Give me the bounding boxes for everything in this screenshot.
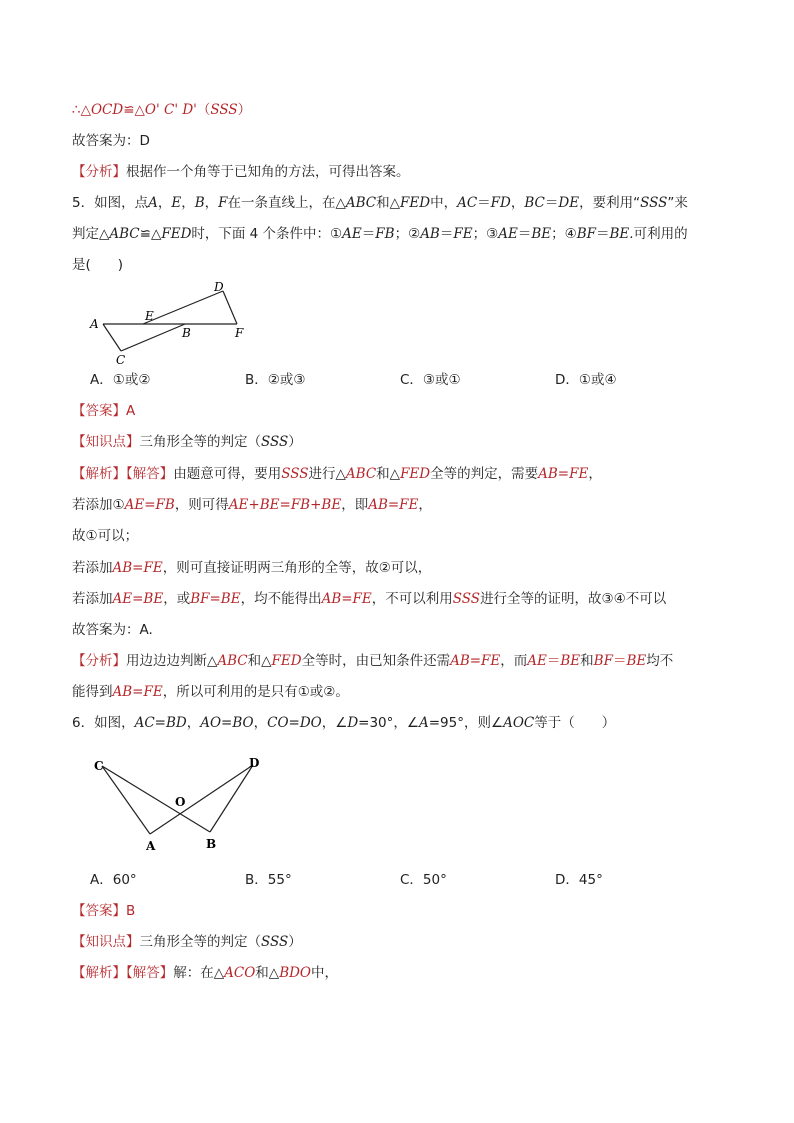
text-run: ＝	[439, 226, 454, 242]
solution-line	[72, 495, 432, 515]
text-run: AE	[342, 226, 362, 242]
text-run: 判定△	[72, 226, 110, 242]
text-run: ＝	[544, 195, 559, 211]
figure-q5	[85, 278, 265, 373]
text-run: AOC	[503, 715, 535, 731]
text-run: ABC	[217, 653, 248, 669]
text-line	[72, 131, 150, 151]
text-run: 在一条直线上，在△	[227, 195, 346, 211]
text-run: AC	[457, 195, 478, 211]
text-run: 和△	[247, 653, 272, 669]
text-run: 全等的判定，需要	[430, 466, 539, 482]
text-run: SSS	[452, 591, 481, 607]
text-run: ，而	[500, 653, 528, 669]
text-run: ＝	[596, 226, 610, 242]
text-run: ，	[418, 497, 432, 513]
analysis-line	[72, 651, 673, 671]
text-run: ）	[288, 934, 302, 950]
text-run: BE	[626, 653, 647, 669]
answer-line	[72, 901, 135, 921]
text-run: AE	[498, 226, 518, 242]
answer-line	[72, 401, 135, 421]
option-b: B．55°	[245, 872, 292, 888]
text-run: 故答案为：A.	[72, 622, 153, 638]
text-run: ，或	[163, 591, 191, 607]
label-C: C	[116, 353, 126, 367]
option-b: B．②或③	[245, 372, 306, 388]
text-run: 【知识点】	[72, 434, 140, 450]
text-run: ABC	[345, 466, 377, 482]
text-run: 若添加①	[72, 497, 125, 513]
text-run: SSS	[261, 434, 289, 450]
text-run: BE	[531, 226, 552, 242]
solution-line	[72, 558, 431, 578]
option-a: A．①或②	[90, 372, 151, 388]
text-run: AE=FB	[124, 497, 175, 513]
text-run: SSS	[281, 466, 309, 482]
text-run: ，	[253, 715, 268, 731]
text-run: AE+BE=FB+BE	[228, 497, 342, 513]
text-run: ABC	[109, 226, 140, 242]
text-run: 中，	[430, 195, 458, 211]
text-run: A	[148, 195, 158, 211]
text-run: FD	[490, 195, 511, 211]
text-run: FED	[400, 195, 431, 211]
text-run: ）	[288, 434, 302, 450]
text-run: ，即	[341, 497, 369, 513]
label-C: C	[94, 759, 104, 773]
solution-line	[72, 526, 138, 546]
text-run: 三角形全等的判定（	[139, 934, 261, 950]
text-run: 若添加	[72, 591, 113, 607]
text-run: 三角形全等的判定（	[139, 434, 261, 450]
text-run: B	[194, 195, 205, 211]
text-line	[72, 162, 410, 182]
text-run: 【分析】	[72, 653, 126, 669]
text-run: AB=FE	[450, 653, 501, 669]
text-run: O' C' D'	[144, 102, 197, 118]
text-run: ，均不能得出	[240, 591, 322, 607]
solution-line	[72, 464, 602, 484]
text-line	[72, 100, 251, 120]
text-run: BF	[593, 653, 613, 669]
figure-q6	[85, 748, 285, 858]
option-a: A．60°	[90, 872, 137, 888]
text-run: ，不可以利用	[371, 591, 453, 607]
text-run: 全等时，由已知条件还需	[301, 653, 451, 669]
text-run: ；④	[551, 226, 577, 242]
text-run: FED	[400, 466, 431, 482]
text-run: AE=BE	[112, 591, 164, 607]
text-run: ＝	[612, 653, 627, 669]
label-B: B	[182, 326, 191, 340]
text-run: A	[126, 403, 136, 419]
text-run: AO=BO	[200, 715, 254, 731]
text-run: ，	[157, 195, 172, 211]
text-run: 【答案】	[72, 903, 126, 919]
text-run: 解：在△	[173, 965, 225, 981]
text-run: 等于（ ）	[534, 715, 616, 731]
text-run: 用边边边判断△	[126, 653, 218, 669]
text-run: 和△	[376, 466, 401, 482]
text-run: D	[347, 715, 359, 731]
text-run: ，	[186, 715, 201, 731]
text-run: ，	[588, 466, 602, 482]
text-run: FB	[375, 226, 395, 242]
label-O: O	[175, 795, 186, 809]
option-c: C．50°	[400, 872, 447, 888]
text-run: 故答案为：D	[72, 133, 150, 149]
label-D: D	[214, 280, 224, 294]
text-run: ，	[510, 195, 525, 211]
text-run: ≌△	[139, 226, 162, 242]
text-run: ＝	[546, 653, 561, 669]
text-run: 中，	[311, 965, 338, 981]
text-run: 能得到	[72, 684, 113, 700]
question-5-text	[72, 255, 123, 275]
text-run: 进行全等的证明，故③④不可以	[480, 591, 667, 607]
solution-line	[72, 620, 153, 640]
text-run: ABC	[345, 195, 377, 211]
text-run: AB=FE	[538, 466, 589, 482]
text-run: 由题意可得，要用	[173, 466, 282, 482]
text-run: ≌△	[123, 102, 145, 118]
text-run: ，	[181, 195, 195, 211]
label-A: A	[90, 317, 99, 331]
text-run: BF=BE	[190, 591, 241, 607]
text-run: .可利用的	[629, 226, 688, 242]
text-run: ，	[204, 195, 219, 211]
text-run: =95°，则∠	[428, 715, 504, 731]
label-F: F	[235, 326, 244, 340]
question-5-text	[72, 224, 688, 244]
text-run: ，则可直接证明两三角形的全等，故②可以，	[162, 560, 432, 576]
text-run: AC=BD	[134, 715, 187, 731]
text-run: 时，下面 4 个条件中：①	[191, 226, 343, 242]
text-run: BC	[524, 195, 545, 211]
solution-line	[72, 589, 666, 609]
knowledge-line	[72, 432, 302, 452]
text-run: 根据作一个角等于已知角的方法，可得出答案。	[126, 164, 410, 180]
text-run: AE	[527, 653, 547, 669]
text-run: 若添加	[72, 560, 113, 576]
text-run: ，则可得	[174, 497, 229, 513]
text-run: CO=DO	[267, 715, 322, 731]
text-run: 5．如图，点	[72, 195, 149, 211]
text-run: AB=FE	[112, 684, 163, 700]
text-run: ，∠	[321, 715, 348, 731]
text-run: OCD	[90, 102, 124, 118]
text-run: ∴△	[72, 102, 91, 118]
text-run: 【答案】	[72, 403, 126, 419]
knowledge-line	[72, 932, 302, 952]
text-run: 和	[580, 653, 594, 669]
text-run: 均不	[646, 653, 674, 669]
option-d: D．①或④	[555, 372, 617, 388]
text-run: SSS	[210, 102, 238, 118]
text-run: E	[171, 195, 182, 211]
text-run: SSS	[640, 195, 668, 211]
text-run: 和△	[376, 195, 401, 211]
option-c: C．③或①	[400, 372, 461, 388]
text-run: 【解析】【解答】	[72, 965, 174, 981]
text-run: BF	[576, 226, 596, 242]
text-run: FED	[271, 653, 302, 669]
text-run: FED	[161, 226, 192, 242]
text-run: BE	[609, 226, 630, 242]
label-A: A	[146, 839, 156, 853]
text-run: 是( )	[72, 257, 124, 273]
text-run: SSS	[261, 934, 289, 950]
analysis-line	[72, 682, 349, 702]
label-B: B	[206, 837, 217, 851]
text-run: ACO	[224, 965, 256, 981]
question-5-text	[72, 193, 688, 213]
text-run: =30°，∠	[358, 715, 419, 731]
text-run: AB=FE	[321, 591, 372, 607]
text-run: FE	[453, 226, 473, 242]
text-run: BE	[560, 653, 581, 669]
text-run: DE	[558, 195, 580, 211]
text-run: F	[218, 195, 228, 211]
text-run: 故①可以；	[72, 528, 139, 544]
text-run: ＝	[477, 195, 491, 211]
text-run: 【解析】【解答】	[72, 466, 174, 482]
label-E: E	[145, 309, 154, 323]
label-D: D	[249, 756, 260, 770]
text-run: ＝	[361, 226, 376, 242]
text-run: （	[196, 102, 211, 118]
text-run: B	[126, 903, 136, 919]
text-run: 6．如图，	[72, 715, 135, 731]
text-run: 进行△	[308, 466, 346, 482]
text-run: ；②	[394, 226, 421, 242]
text-run: ；③	[472, 226, 499, 242]
text-run: A	[419, 715, 429, 731]
text-run: ＝	[517, 226, 532, 242]
text-run: 【知识点】	[72, 934, 140, 950]
option-d: D．45°	[555, 872, 603, 888]
text-run: BDO	[279, 965, 311, 981]
text-run: 【分析】	[72, 164, 126, 180]
text-run: AB=FE	[368, 497, 419, 513]
text-run: ）	[237, 102, 252, 118]
question-6-text	[72, 713, 615, 733]
text-run: ，要利用“	[579, 195, 641, 211]
text-run: AB=FE	[112, 560, 163, 576]
text-run: 和△	[255, 965, 280, 981]
solution-line	[72, 963, 338, 983]
text-run: ，所以可利用的是只有①或②。	[162, 684, 349, 700]
text-run: AB	[420, 226, 440, 242]
text-run: ”来	[667, 195, 688, 211]
